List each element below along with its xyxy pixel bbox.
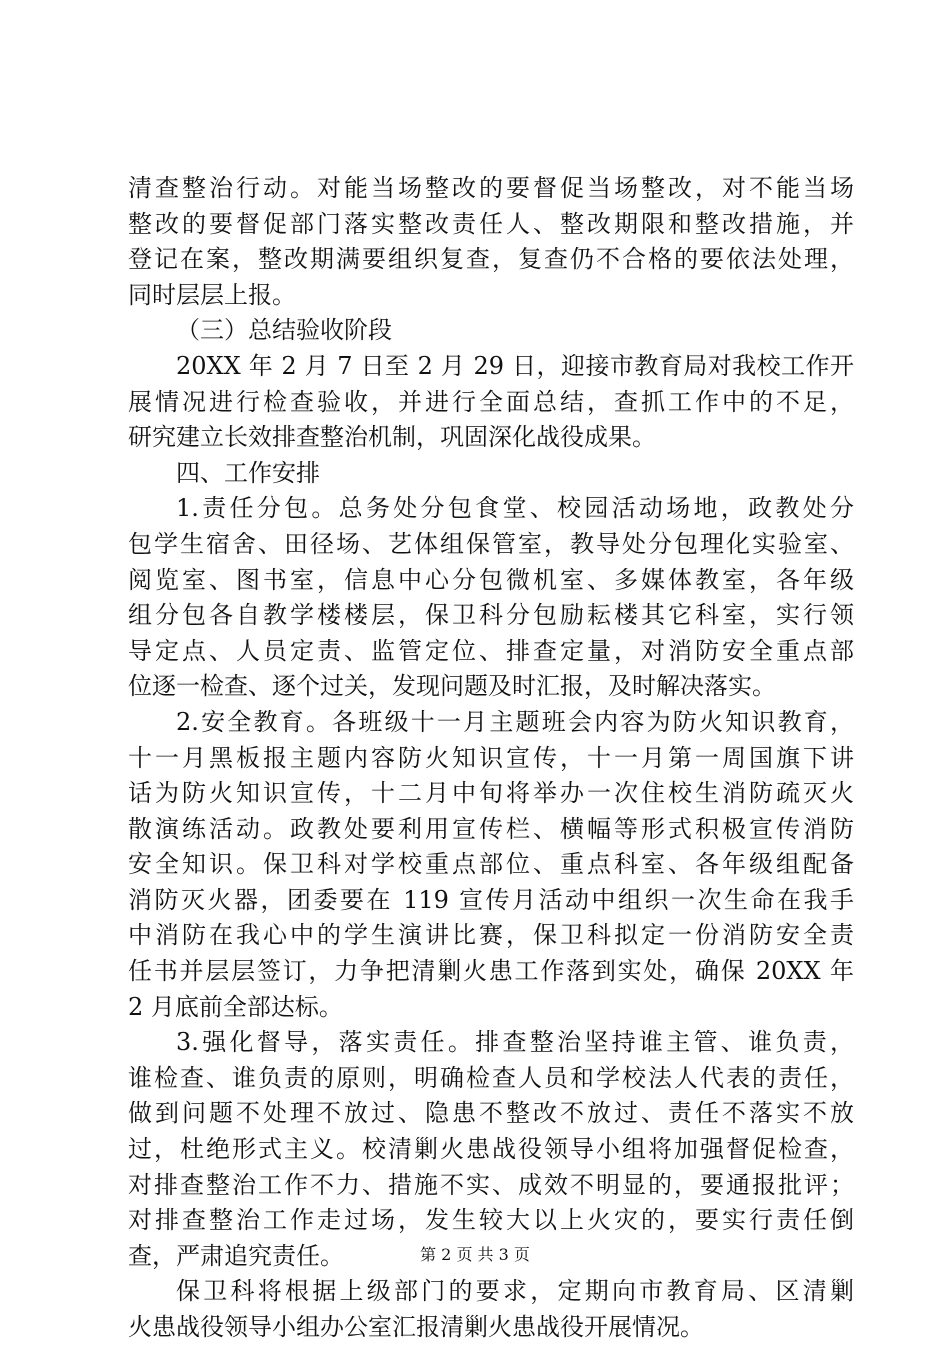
text-line: 2 月底前全部达标。 xyxy=(128,992,343,1021)
text-line: 2.安全教育。各班级十一月主题班会内容为防火知识教育， xyxy=(176,707,854,736)
text-line: 展情况进行检查验收，并进行全面总结，查抓工作中的不足， xyxy=(128,387,854,416)
text-line: 1.责任分包。总务处分包食堂、校园活动场地，政教处分 xyxy=(176,494,854,523)
text-line: 对排查整治工作走过场，发生较大以上火灾的，要实行责任倒 xyxy=(128,1206,854,1235)
text-line: 登记在案，整改期满要组织复查，复查仍不合格的要依法处理， xyxy=(128,245,854,274)
text-line: 安全知识。保卫科对学校重点部位、重点科室、各年级组配备 xyxy=(128,850,854,879)
text-line: 对排查整治工作不力、措施不实、成效不明显的，要通报批评； xyxy=(128,1170,854,1199)
text-line: 阅览室、图书室，信息中心分包微机室、多媒体教室，各年级 xyxy=(128,565,854,594)
text-line: 做到问题不处理不放过、隐患不整改不放过、责任不落实不放 xyxy=(128,1099,854,1128)
text-line: 任书并层层签订，力争把清剿火患工作落到实处，确保 20XX 年 xyxy=(128,957,854,986)
text-line: 谁检查、谁负责的原则，明确检查人员和学校法人代表的责任， xyxy=(128,1063,854,1092)
text-line: 消防灭火器，团委要在 119 宣传月活动中组织一次生命在我手 xyxy=(128,885,854,914)
text-line: 3.强化督导，落实责任。排查整治坚持谁主管、谁负责， xyxy=(176,1028,854,1057)
text-line: 十一月黑板报主题内容防火知识宣传，十一月第一周国旗下讲 xyxy=(128,743,854,772)
text-line: 火患战役领导小组办公室汇报清剿火患战役开展情况。 xyxy=(128,1313,704,1341)
text-line: 研究建立长效排查整治机制，巩固深化战役成果。 xyxy=(128,423,656,452)
text-line: 散演练活动。政教处要利用宣传栏、横幅等形式积极宣传消防 xyxy=(128,814,854,843)
text-line: 过，杜绝形式主义。校清剿火患战役领导小组将加强督促检查， xyxy=(128,1135,854,1164)
text-line: 话为防火知识宣传，十二月中旬将举办一次住校生消防疏灭火 xyxy=(128,779,854,808)
text-line: 组分包各自教学楼楼层，保卫科分包励耘楼其它科室，实行领 xyxy=(128,601,854,630)
text-line: 位逐一检查、逐个过关，发现问题及时汇报，及时解决落实。 xyxy=(128,672,776,701)
text-line: 查，严肃追究责任。 xyxy=(128,1241,344,1270)
text-line: 清查整治行动。对能当场整改的要督促当场整改，对不能当场 xyxy=(128,174,854,202)
text-line: 整改的要督促部门落实整改责任人、整改期限和整改措施，并 xyxy=(128,209,854,238)
text-line: 四、工作安排 xyxy=(176,458,320,487)
text-line: 中消防在我心中的学生演讲比赛，保卫科拟定一份消防安全责 xyxy=(128,921,854,950)
text-line: 20XX 年 2 月 7 日至 2 月 29 日，迎接市教育局对我校工作开 xyxy=(176,351,854,380)
text-line: 同时层层上报。 xyxy=(128,280,296,309)
text-line: 包学生宿舍、田径场、艺体组保管室，教导处分包理化实验室、 xyxy=(128,529,854,558)
text-line: 导定点、人员定责、监管定位、排查定量，对消防安全重点部 xyxy=(128,636,854,665)
page-footer: 第 2 页 共 3 页 xyxy=(420,1245,530,1264)
text-line: （三）总结验收阶段 xyxy=(176,316,392,345)
text-line: 保卫科将根据上级部门的要求，定期向市教育局、区清剿 xyxy=(176,1277,854,1306)
document-body xyxy=(128,171,854,1346)
